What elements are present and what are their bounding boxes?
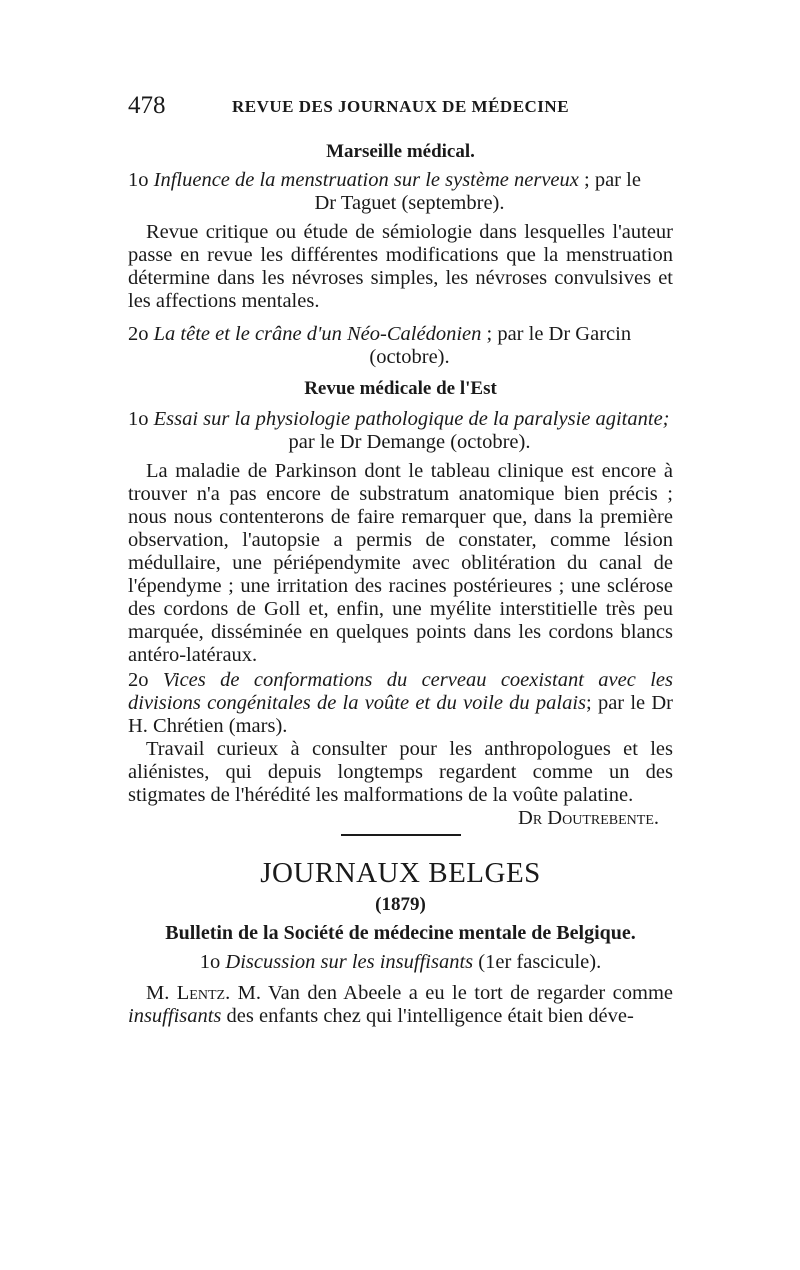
article-title: Essai sur la physiologie pathologique de la paralysie agitante; xyxy=(153,408,670,430)
article-number: 1o xyxy=(128,169,149,191)
speaker-name: M. Lentz. xyxy=(146,982,231,1004)
article-author: ; par le Dr H. Chrétien (mars). xyxy=(128,692,673,737)
article-author: ; par le Dr Garcin xyxy=(486,323,632,345)
discussion-text-b: des enfants chez qui l'intelligence était bien déve- xyxy=(226,1005,634,1027)
article-author: ; par le xyxy=(584,169,641,191)
article-title: Discussion sur les insuffisants xyxy=(225,951,474,973)
journal-title-est: Revue médicale de l'Est xyxy=(304,378,497,399)
article-entry xyxy=(128,669,673,738)
article-title: Influence de la menstruation sur le système nerveux xyxy=(153,169,579,191)
article-author: (1er fascicule). xyxy=(478,951,602,973)
article-entry xyxy=(128,323,673,369)
article-author-cont: (octobre). xyxy=(369,346,450,368)
section-year: (1879) xyxy=(375,894,426,915)
article-number: 1o xyxy=(128,408,149,430)
section-divider xyxy=(341,834,461,836)
article-summary: Revue critique ou étude de sémiologie dans lesquelles l'auteur passe en revue les différentes modifications que la menstruation détermine dans les névroses simples, les névroses convulsives et les affections mentales. xyxy=(128,221,673,312)
article-number: 2o xyxy=(128,323,149,345)
article-entry xyxy=(128,951,673,974)
article-summary: Travail curieux à consulter pour les anthropologues et les aliénistes, qui depuis longtemps regardent comme un des stigmates de l'hérédité les malformations de la voûte palatine. xyxy=(128,738,673,806)
article-entry xyxy=(128,169,673,215)
article-number: 2o xyxy=(128,669,149,691)
article-author-cont: Dr Taguet (septembre). xyxy=(314,192,505,214)
running-title: REVUE DES JOURNAUX DE MÉDECINE xyxy=(231,97,570,116)
article-author-cont: par le Dr Demange (octobre). xyxy=(288,431,531,453)
running-header xyxy=(128,92,673,122)
discussion-text-a: M. Van den Abeele a eu le tort de regarder comme xyxy=(237,982,674,1004)
journal-title-marseille: Marseille médical. xyxy=(326,141,475,162)
article-title: Vices de conformations du cerveau coexistant avec les divisions congénitales de la voûte et du voile du palais xyxy=(128,669,673,714)
discussion-text-italic: insuffisants xyxy=(128,1005,222,1027)
discussion-text xyxy=(128,982,673,1028)
article-entry xyxy=(128,408,673,454)
page-body xyxy=(128,140,673,1028)
section-heading: JOURNAUX BELGES xyxy=(260,857,541,889)
reviewer-signature: Dr Doutrebente. xyxy=(518,807,659,829)
article-number: 1o xyxy=(199,951,221,973)
article-summary: La maladie de Parkinson dont le tableau clinique est encore à trouver n'a pas encore de substratum anatomique bien précis ; nous nous contenterons de faire remarquer que, dans la première observation, l'autopsie a permis de constater, comme lésion médullaire, une périépendymite avec oblitération du canal de l'épendyme ; une irritation des racines postérieures ; une sclérose des cordons de Goll et, enfin, une myélite interstitielle très peu marquée, disséminée en quelques points dans les cordons blancs antéro-latéraux. xyxy=(128,460,673,666)
page-number: 478 xyxy=(128,92,166,119)
journal-title-bulletin: Bulletin de la Société de médecine mentale de Belgique. xyxy=(165,922,636,944)
article-title: La tête et le crâne d'un Néo-Calédonien xyxy=(153,323,482,345)
